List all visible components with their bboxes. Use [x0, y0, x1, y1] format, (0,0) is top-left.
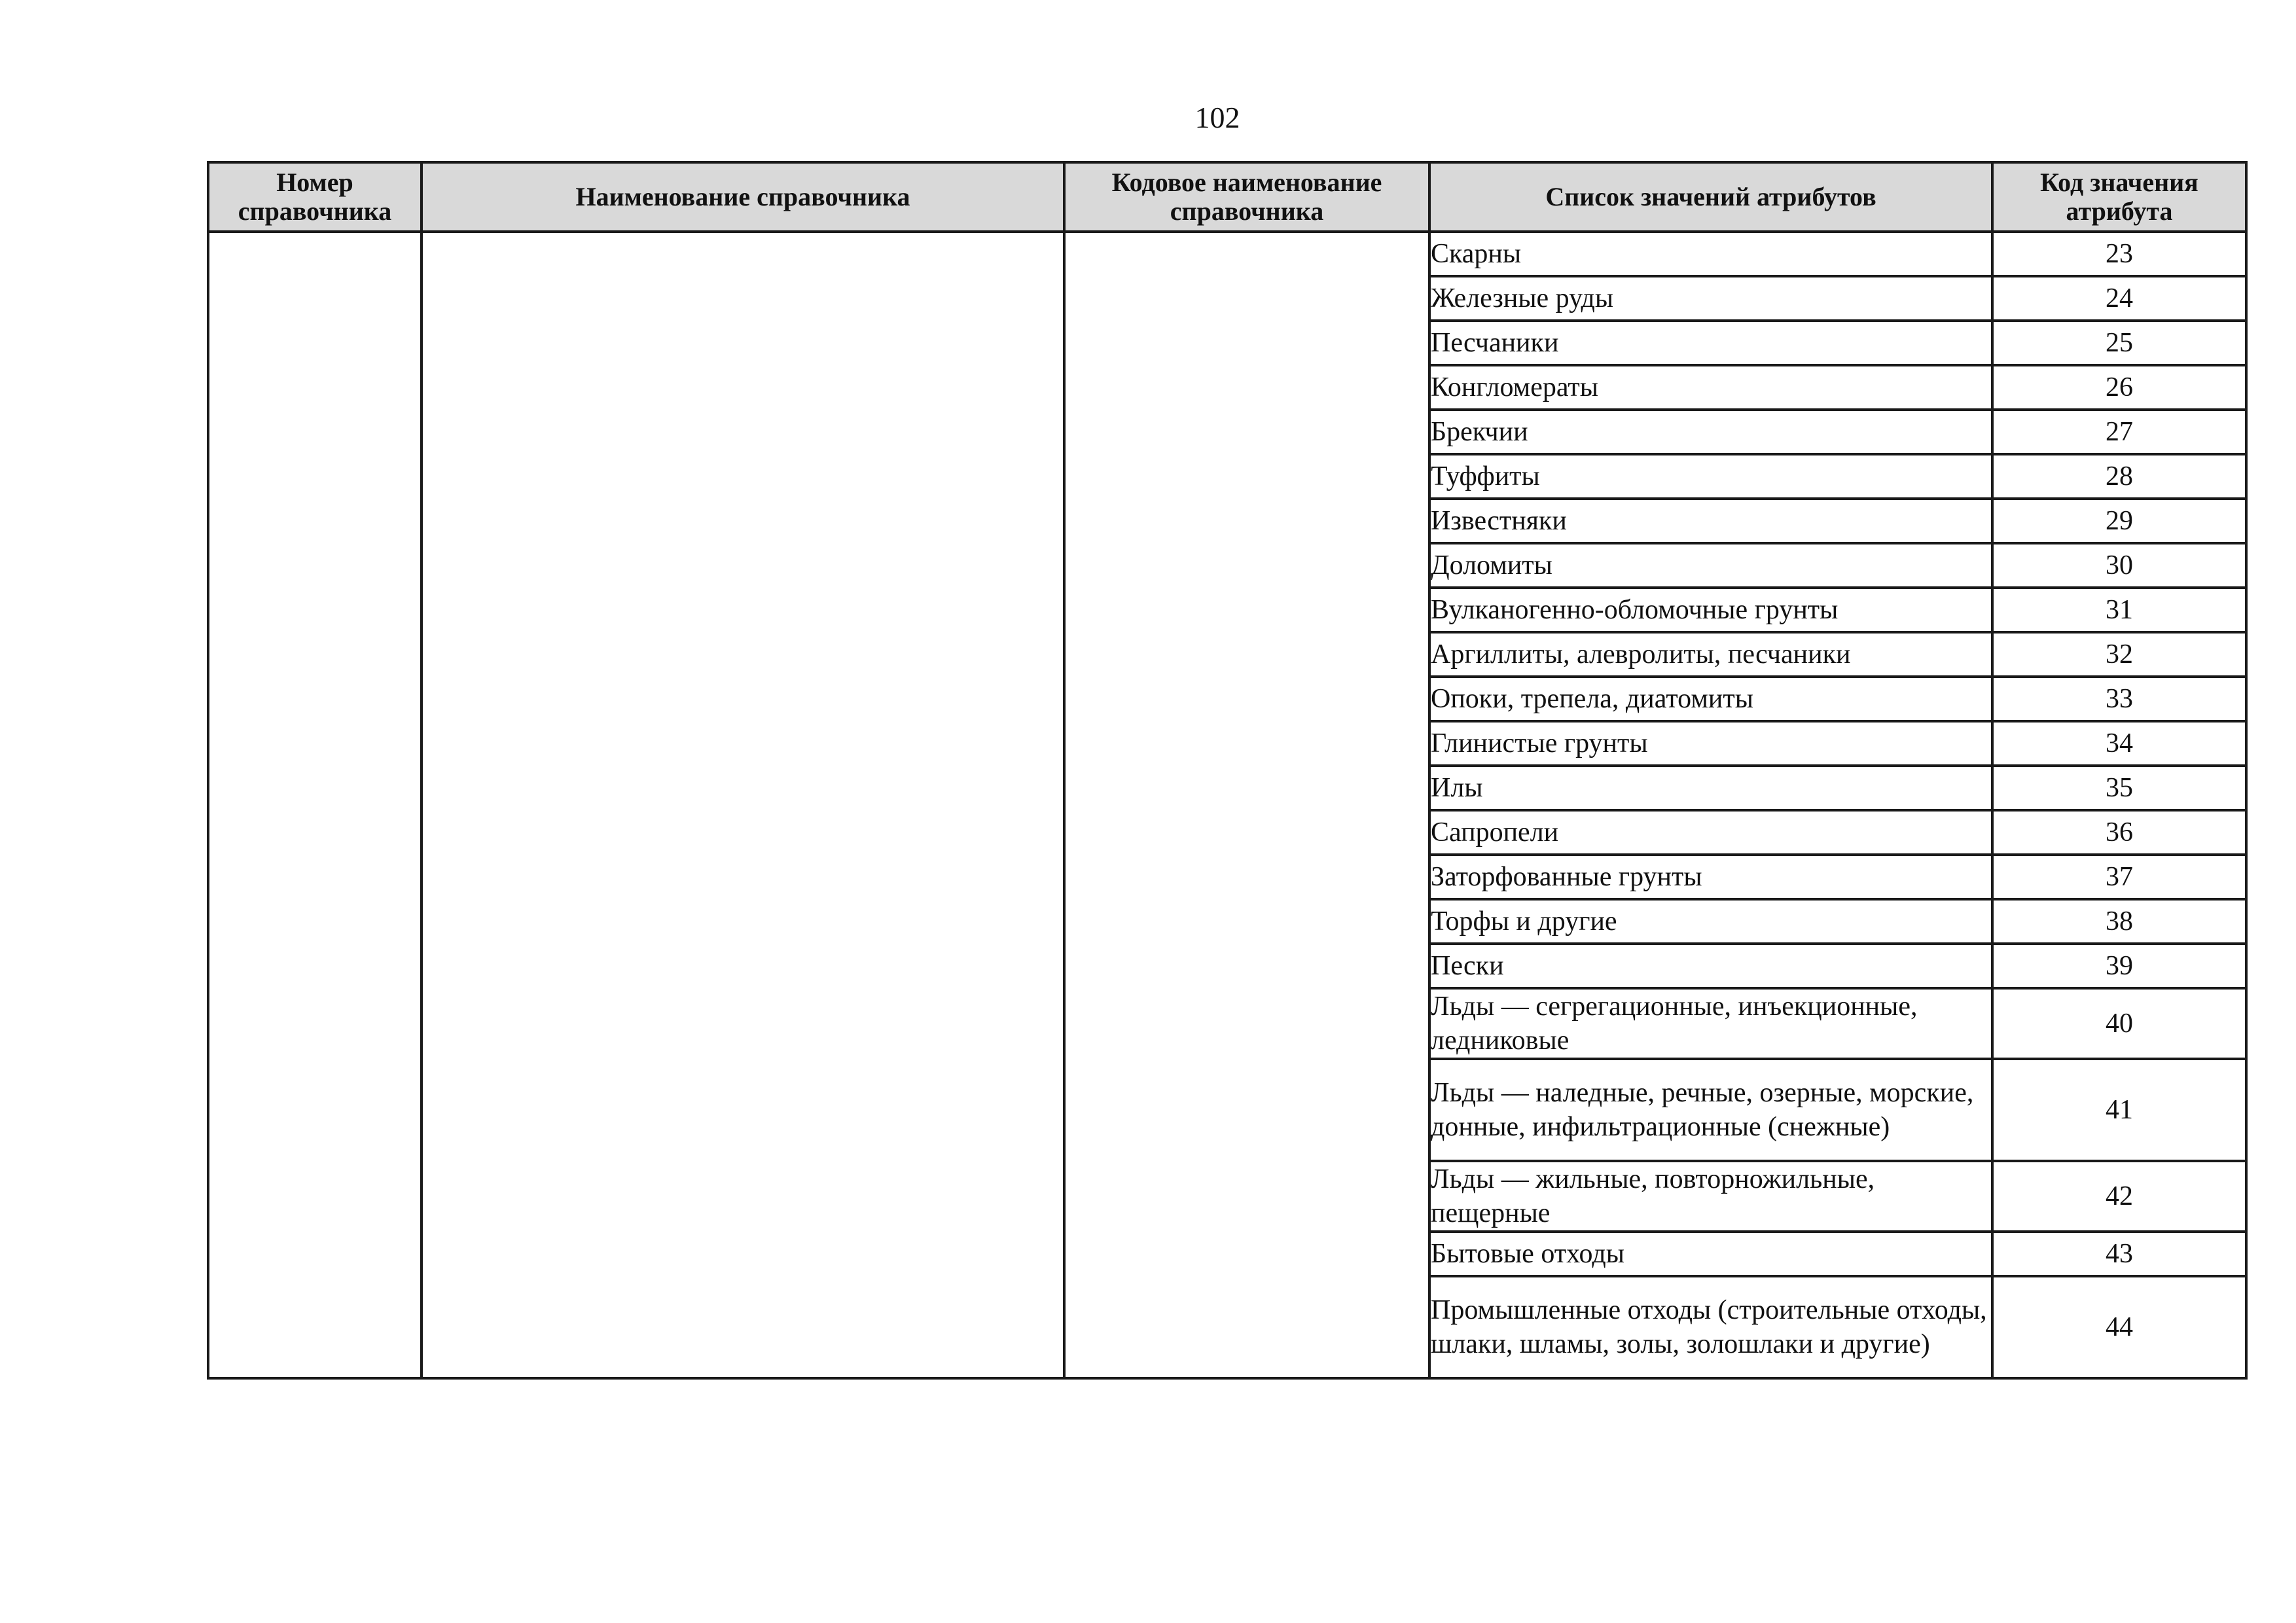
attribute-value-code: 30 [1992, 543, 2246, 588]
header-name: Наименование справочника [422, 162, 1064, 232]
attribute-value-code: 43 [1992, 1232, 2246, 1276]
attribute-value-name: Песчаники [1429, 321, 1992, 365]
attribute-value-code: 40 [1992, 988, 2246, 1059]
header-code-name: Кодовое наименование справочника [1064, 162, 1429, 232]
reference-number-cell [208, 232, 422, 1378]
attribute-value-code: 42 [1992, 1161, 2246, 1232]
attribute-value-name: Сапропели [1429, 810, 1992, 855]
attribute-value-name: Брекчии [1429, 410, 1992, 454]
header-value-code: Код значения атрибута [1992, 162, 2246, 232]
attribute-value-name: Доломиты [1429, 543, 1992, 588]
attribute-value-name: Промышленные отходы (строительные отходы, шлаки, шламы, золы, золошлаки и другие) [1429, 1276, 1992, 1378]
attribute-value-code: 29 [1992, 499, 2246, 543]
header-number: Номер справочника [208, 162, 422, 232]
attribute-value-name: Льды — сегрегационные, инъекционные, ледниковые [1429, 988, 1992, 1059]
attribute-value-code: 28 [1992, 454, 2246, 499]
attribute-value-code: 34 [1992, 721, 2246, 766]
reference-table [207, 161, 2248, 1380]
header-row [208, 162, 2246, 232]
attribute-value-code: 41 [1992, 1059, 2246, 1161]
header-values-list: Список значений атрибутов [1429, 162, 1992, 232]
attribute-value-name: Железные руды [1429, 276, 1992, 321]
attribute-value-name: Опоки, трепела, диатомиты [1429, 677, 1992, 721]
attribute-value-code: 23 [1992, 232, 2246, 276]
table-row [208, 232, 2246, 276]
attribute-value-name: Льды — жильные, повторножильные, пещерные [1429, 1161, 1992, 1232]
attribute-value-name: Конгломераты [1429, 365, 1992, 410]
attribute-value-code: 37 [1992, 855, 2246, 899]
attribute-value-code: 44 [1992, 1276, 2246, 1378]
attribute-value-name: Пески [1429, 944, 1992, 988]
page-number: 102 [1194, 101, 1240, 134]
attribute-value-name: Заторфованные грунты [1429, 855, 1992, 899]
attribute-value-code: 36 [1992, 810, 2246, 855]
attribute-value-name: Льды — наледные, речные, озерные, морские, донные, инфильтрационные (снежные) [1429, 1059, 1992, 1161]
attribute-value-name: Скарны [1429, 232, 1992, 276]
attribute-value-name: Илы [1429, 766, 1992, 810]
attribute-value-name: Бытовые отходы [1429, 1232, 1992, 1276]
attribute-value-code: 33 [1992, 677, 2246, 721]
attribute-value-name: Вулканогенно-обломочные грунты [1429, 588, 1992, 632]
attribute-value-code: 31 [1992, 588, 2246, 632]
attribute-value-code: 32 [1992, 632, 2246, 677]
attribute-value-code: 24 [1992, 276, 2246, 321]
attribute-value-code: 25 [1992, 321, 2246, 365]
attribute-value-code: 38 [1992, 899, 2246, 944]
attribute-value-code: 39 [1992, 944, 2246, 988]
attribute-value-code: 35 [1992, 766, 2246, 810]
reference-name-cell [422, 232, 1064, 1378]
attribute-value-code: 27 [1992, 410, 2246, 454]
attribute-value-name: Торфы и другие [1429, 899, 1992, 944]
attribute-value-name: Известняки [1429, 499, 1992, 543]
attribute-value-code: 26 [1992, 365, 2246, 410]
table-body [208, 232, 2246, 1378]
reference-code-name-cell [1064, 232, 1429, 1378]
table-header [208, 162, 2246, 232]
attribute-value-name: Аргиллиты, алевролиты, песчаники [1429, 632, 1992, 677]
attribute-value-name: Глинистые грунты [1429, 721, 1992, 766]
attribute-value-name: Туффиты [1429, 454, 1992, 499]
